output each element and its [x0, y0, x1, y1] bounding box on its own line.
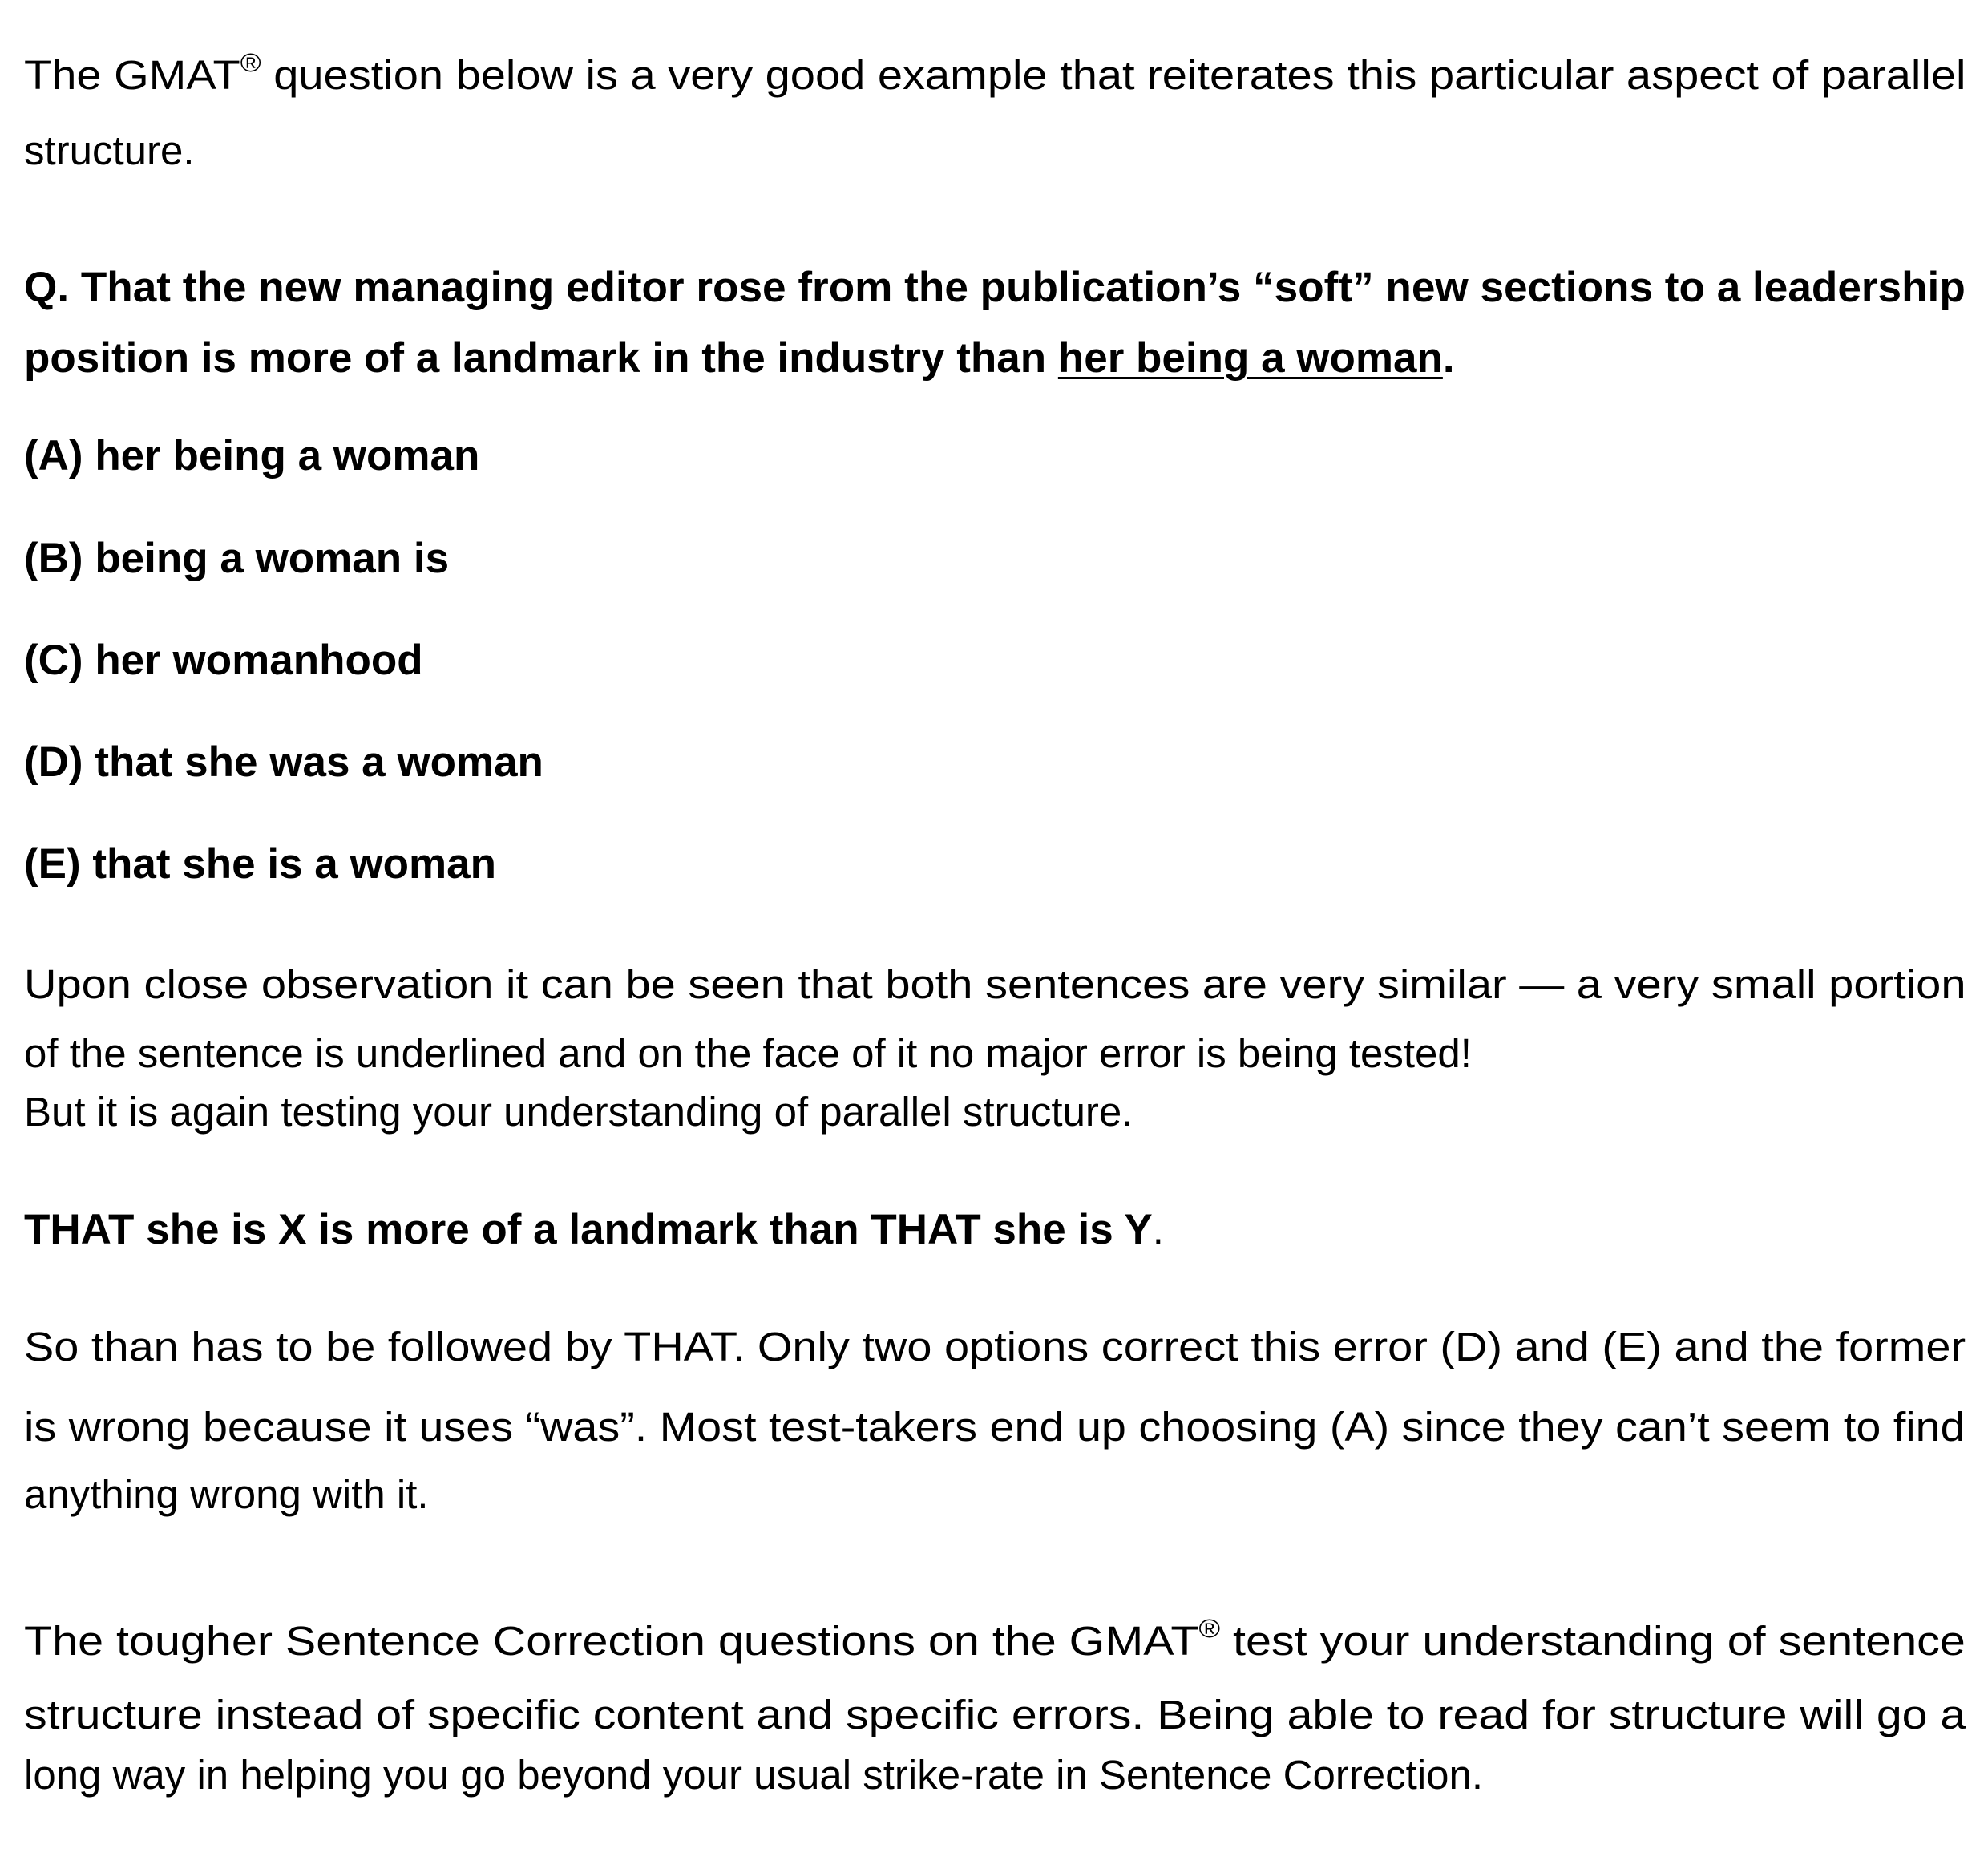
option-a: [24, 432, 480, 479]
intro-line-2: structure.: [24, 127, 195, 173]
conclusion-line-1: [24, 1614, 1966, 1664]
registered-mark: ®: [1198, 1614, 1221, 1643]
option-text: that she is a woman: [92, 840, 497, 888]
question-line-1: Q. That the new managing editor rose from the publication’s “soft” new sections to a leadership: [24, 264, 1966, 311]
question-line-2: [24, 334, 1455, 382]
question-text: position is more of a landmark in the industry than: [24, 334, 1058, 382]
rule-period: .: [1152, 1207, 1164, 1252]
conclusion-text-cont: test your understanding of sentence: [1220, 1618, 1966, 1664]
conclusion-line-2: structure instead of specific content and specific errors. Being able to read for structure will go a: [24, 1692, 1966, 1737]
option-text: her womanhood: [95, 637, 423, 684]
conclusion-line-3: long way in helping you go beyond your usual strike-rate in Sentence Correction.: [24, 1752, 1484, 1798]
rule-bold-text: THAT she is X is more of a landmark than THAT she is Y: [24, 1206, 1153, 1253]
option-label: (C): [24, 637, 83, 684]
registered-mark: ®: [240, 48, 261, 77]
option-text: being a woman is: [95, 535, 450, 582]
option-text: that she was a woman: [95, 738, 543, 786]
explanation-line-2: is wrong because it uses “was”. Most test-takers end up choosing (A) since they can’t seem to find: [24, 1404, 1966, 1450]
observation-line-3: But it is again testing your understanding of parallel structure.: [24, 1089, 1133, 1135]
underlined-portion: her being a woman: [1057, 334, 1443, 382]
rule-statement: [24, 1208, 1164, 1251]
intro-text: The GMAT: [24, 52, 240, 98]
option-d: [24, 738, 543, 786]
explanation-line-3: anything wrong with it.: [24, 1471, 429, 1517]
intro-line-1: [24, 48, 1966, 98]
option-label: (A): [24, 432, 83, 479]
option-label: (E): [24, 840, 81, 888]
option-e: [24, 840, 497, 888]
option-label: (D): [24, 738, 83, 786]
observation-line-1: Upon close observation it can be seen that both sentences are very similar — a very small portion: [24, 961, 1966, 1007]
explanation-line-1: So than has to be followed by THAT. Only two options correct this error (D) and (E) and the former: [24, 1324, 1966, 1369]
conclusion-text: The tougher Sentence Correction questions on the GMAT: [24, 1618, 1199, 1664]
option-c: [24, 639, 423, 682]
observation-line-2: of the sentence is underlined and on the face of it no major error is being tested!: [24, 1030, 1472, 1076]
option-text: her being a woman: [95, 432, 480, 479]
option-b: [24, 537, 449, 580]
intro-text-cont: question below is a very good example that reiterates this particular aspect of parallel: [261, 52, 1966, 98]
question-period: .: [1442, 334, 1455, 382]
option-label: (B): [24, 535, 83, 582]
